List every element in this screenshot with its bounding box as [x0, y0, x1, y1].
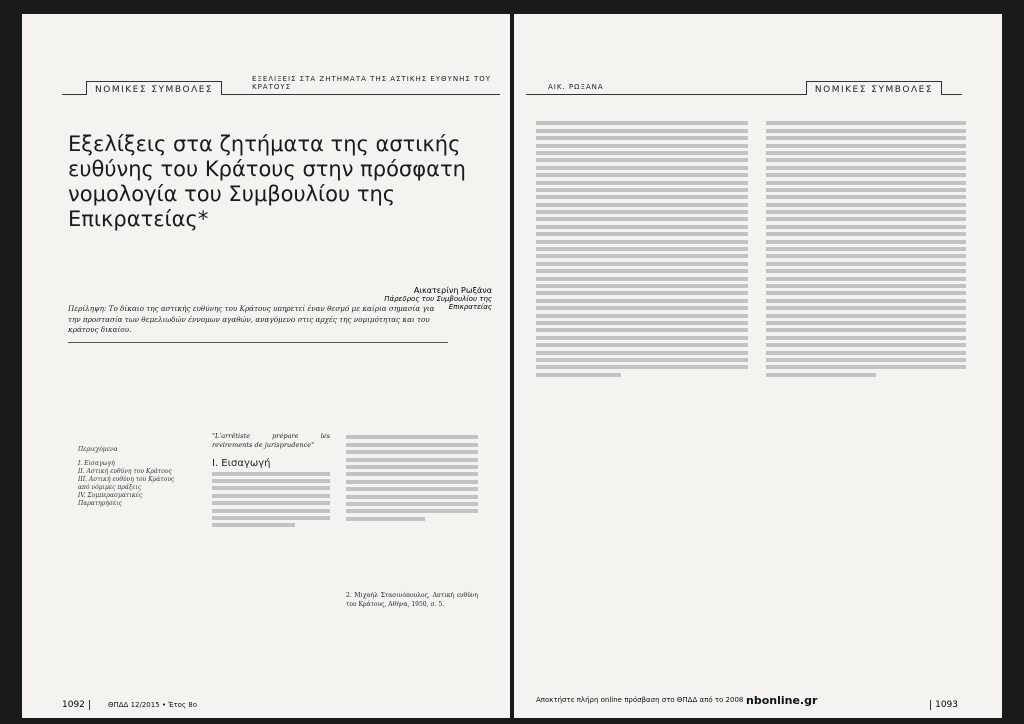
body-text-lines	[346, 435, 478, 520]
page-number-left: 1092	[62, 700, 90, 710]
body-text-lines	[212, 472, 330, 528]
author-name: Αικατερίνη Ρωξάνα	[413, 286, 492, 295]
section-heading: I. Εισαγωγή	[212, 457, 271, 469]
table-of-contents	[78, 446, 182, 508]
left-page	[22, 14, 510, 718]
toc-item: III. Αστική ευθύνη του Κράτους από νόμιμες πράξεις	[78, 476, 175, 491]
right-page	[514, 14, 1002, 718]
epigraph: "L'arrêtiste prépare les revirements de jurisprudence"	[212, 432, 330, 450]
right-column-1	[536, 118, 748, 380]
toc-item: IV. Συμπερασματικές Παρατηρήσεις	[78, 492, 143, 507]
site-url: nbonline.gr	[746, 694, 818, 707]
toc-label: Περιεχόμενα	[78, 446, 118, 453]
journal-issue: ΘΠΔΔ 12/2015 • Έτος 8ο	[108, 701, 198, 709]
body-text-lines	[766, 121, 966, 376]
body-text-lines	[536, 121, 748, 376]
toc-item: I. Εισαγωγή	[78, 460, 115, 467]
footnote-ref: 2. Μιχαήλ Στασινόπουλος, Αστική ευθύνη του Κράτους, Αθήνα, 1950, σ. 5.	[346, 591, 478, 609]
online-access-notice: Αποκτήστε πλήρη online πρόσβαση στο ΘΠΔΔ από το 2008	[536, 696, 744, 704]
left-column-1	[212, 432, 330, 531]
brand-label: ΝΟΜΙΚΕΣ ΣΥΜΒΟΛΕΣ	[86, 81, 222, 95]
running-author: ΑΙΚ. ΡΩΞΑΝΑ	[548, 83, 604, 91]
left-column-2	[346, 432, 478, 610]
right-header	[526, 76, 962, 95]
toc-item: II. Αστική ευθύνη του Κράτους	[78, 468, 172, 475]
running-title: ΕΞΕΛΙΞΕΙΣ ΣΤΑ ΖΗΤΗΜΑΤΑ ΤΗΣ ΑΣΤΙΚΗΣ ΕΥΘΥΝΗΣ ΤΟΥ ΚΡΑΤΟΥΣ	[252, 75, 492, 91]
right-column-2	[766, 118, 966, 380]
abstract: Περίληψη: Το δίκαιο της αστικής ευθύνης του Κράτους υπηρετεί έναν θεσμό με καίρια σημασία για την προστασία των θεμελιωδών έννομων αγαθών, αναγόμενο στις αρχές της νομιμότητας και του κράτους δικαίου.	[68, 304, 448, 343]
brand-label: ΝΟΜΙΚΕΣ ΣΥΜΒΟΛΕΣ	[806, 81, 942, 95]
left-header	[62, 76, 500, 95]
author-role: Πάρεδρος του Συμβουλίου της Επικρατείας	[384, 295, 492, 311]
page-number-right: 1093	[930, 700, 962, 710]
article-title: Εξελίξεις στα ζητήματα της αστικής ευθύνης του Κράτους στην πρόσφατη νομολογία του Συμβουλίου της Επικρατείας*	[68, 132, 466, 231]
